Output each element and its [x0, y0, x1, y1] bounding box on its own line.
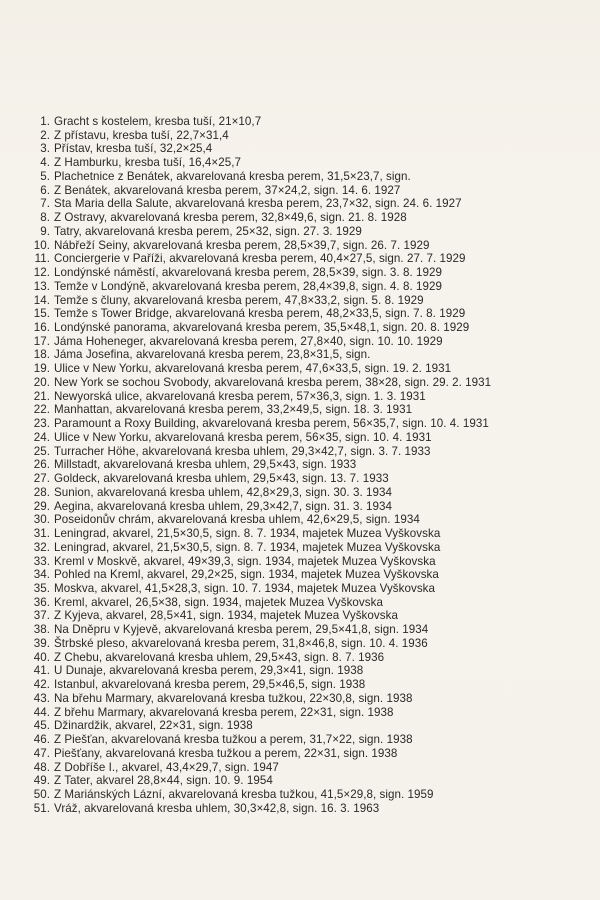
entry-text: Z Piešťan, akvarelovaná kresba tužkou a perem, 31,7×22, sign. 1938 — [54, 733, 413, 747]
catalog-entry — [0, 568, 600, 582]
catalog-entry — [0, 403, 600, 417]
entry-number: 9. — [40, 224, 50, 238]
entry-number: 40. — [33, 650, 50, 664]
entry-text: Moskva, akvarel, 41,5×28,3, sign. 10. 7. 1934, majetek Muzea Vyškovska — [54, 581, 436, 595]
catalog-entry — [0, 788, 600, 802]
catalog-entry — [0, 802, 600, 816]
catalog-entry — [0, 142, 600, 156]
catalog-entry — [0, 678, 600, 692]
entry-number: 39. — [33, 636, 50, 650]
entry-text: Džinardžik, akvarel, 22×31, sign. 1938 — [54, 719, 253, 733]
catalog-entry — [0, 170, 600, 184]
catalog-entry — [0, 280, 600, 294]
catalog-entry — [0, 184, 600, 198]
entry-number: 51. — [33, 801, 50, 815]
entry-number: 11. — [34, 252, 50, 266]
catalog-entry — [0, 500, 600, 514]
catalog-entry — [0, 431, 600, 445]
entry-text: Pohled na Kreml, akvarel, 29,2×25, sign. 1934, majetek Muzea Vyškovska — [54, 568, 439, 582]
entry-number: 1. — [40, 115, 50, 128]
entry-number: 30. — [33, 513, 50, 527]
entry-number: 37. — [33, 609, 50, 623]
entry-number: 43. — [33, 691, 50, 705]
catalog-entry — [0, 761, 600, 775]
catalog-entry — [0, 321, 600, 335]
entry-number: 4. — [40, 156, 50, 170]
entry-number: 20. — [33, 375, 50, 389]
entry-number: 38. — [33, 623, 50, 637]
catalog-entry — [0, 706, 600, 720]
entry-number: 28. — [33, 485, 50, 499]
entry-text: Leningrad, akvarel, 21,5×30,5, sign. 8. 7. 1934, majetek Muzea Vyškovska — [54, 540, 441, 554]
catalog-entry — [0, 239, 600, 253]
entry-text: Paramount a Roxy Building, akvarelovaná kresba perem, 56×35,7, sign. 10. 4. 1931 — [54, 417, 489, 431]
catalog-entry — [0, 335, 600, 349]
entry-number: 17. — [33, 334, 50, 348]
entry-text: Temže s čluny, akvarelovaná kresba perem, 47,8×33,2, sign. 5. 8. 1929 — [54, 293, 424, 307]
catalog-entry — [0, 623, 600, 637]
entry-text: Temže s Tower Bridge, akvarelovaná kresba perem, 48,2×33,5, sign. 7. 8. 1929 — [54, 307, 466, 321]
entry-text: Sunion, akvarelovaná kresba uhlem, 42,8×29,3, sign. 30. 3. 1934 — [54, 485, 392, 499]
entry-text: Z přístavu, kresba tuší, 22,7×31,4 — [54, 128, 229, 142]
entry-number: 24. — [33, 430, 50, 444]
entry-number: 8. — [40, 211, 50, 225]
entry-text: Z Ostravy, akvarelovaná kresba perem, 32,8×49,6, sign. 21. 8. 1928 — [54, 211, 407, 225]
catalog-entry — [0, 637, 600, 651]
catalog-entry — [0, 747, 600, 761]
entry-text: Temže v Londýně, akvarelovaná kresba perem, 28,4×39,8, sign. 4. 8. 1929 — [54, 279, 442, 293]
catalog-entry — [0, 458, 600, 472]
entry-text: Vráž, akvarelovaná kresba uhlem, 30,3×42,8, sign. 16. 3. 1963 — [54, 801, 380, 815]
entry-number: 44. — [33, 705, 50, 719]
entry-number: 6. — [40, 183, 50, 197]
entry-number: 29. — [33, 499, 50, 513]
entry-text: Leningrad, akvarel, 21,5×30,5, sign. 8. 7. 1934, majetek Muzea Vyškovska — [54, 527, 441, 541]
catalog-entry — [0, 362, 600, 376]
entry-number: 32. — [33, 540, 50, 554]
catalog-entry — [0, 225, 600, 239]
entry-number: 31. — [33, 527, 50, 541]
entry-text: Gracht s kostelem, kresba tuší, 21×10,7 — [54, 115, 262, 128]
entry-number: 21. — [33, 389, 50, 403]
entry-number: 5. — [40, 169, 50, 183]
catalog-entry — [0, 486, 600, 500]
entry-text: Z Tater, akvarel 28,8×44, sign. 10. 9. 1954 — [54, 774, 273, 788]
catalog-entry — [0, 513, 600, 527]
catalog-entry — [0, 390, 600, 404]
entry-text: Piešťany, akvarelovaná kresba tužkou a perem, 22×31, sign. 1938 — [54, 746, 398, 760]
entry-text: Z Mariánských Lázní, akvarelovaná kresba tužkou, 41,5×29,8, sign. 1959 — [54, 787, 434, 801]
catalog-entry — [0, 197, 600, 211]
entry-text: Na Dněpru v Kyjevě, akvarelovaná kresba perem, 29,5×41,8, sign. 1934 — [54, 623, 429, 637]
entry-number: 49. — [33, 774, 50, 788]
entry-number: 47. — [33, 746, 50, 760]
catalog-entry — [0, 609, 600, 623]
entry-number: 33. — [33, 554, 50, 568]
entry-text: Aegina, akvarelovaná kresba uhlem, 29,3×42,7, sign. 31. 3. 1934 — [54, 499, 392, 513]
catalog-entry — [0, 664, 600, 678]
entry-text: Londýnské náměstí, akvarelovaná kresba perem, 28,5×39, sign. 3. 8. 1929 — [54, 266, 442, 280]
catalog-entry — [0, 582, 600, 596]
entry-text: Manhattan, akvarelovaná kresba perem, 33,2×49,5, sign. 18. 3. 1931 — [54, 403, 413, 417]
entry-text: Kreml, akvarel, 26,5×38, sign. 1934, majetek Muzea Vyškovska — [54, 595, 383, 609]
catalog-entry — [0, 376, 600, 390]
entry-text: Londýnské panorama, akvarelovaná kresba perem, 35,5×48,1, sign. 20. 8. 1929 — [54, 321, 470, 335]
entry-number: 25. — [33, 444, 50, 458]
entry-number: 45. — [33, 719, 50, 733]
catalog-entry — [0, 719, 600, 733]
entry-number: 13. — [33, 279, 50, 293]
catalog-entry — [0, 294, 600, 308]
entry-text: New York se sochou Svobody, akvarelovaná kresba perem, 38×28, sign. 29. 2. 1931 — [54, 375, 492, 389]
entry-number: 10. — [33, 238, 50, 252]
catalog-entry — [0, 472, 600, 486]
catalog-entry — [0, 211, 600, 225]
entry-text: Jáma Josefina, akvarelovaná kresba perem, 23,8×31,5, sign. — [54, 348, 371, 362]
entry-text: Štrbské pleso, akvarelovaná kresba perem, 31,8×46,8, sign. 10. 4. 1936 — [54, 636, 428, 650]
catalog-entry — [0, 115, 600, 129]
catalog-entry — [0, 252, 600, 266]
artwork-catalog-list — [0, 115, 600, 815]
entry-number: 19. — [33, 362, 50, 376]
catalog-entry — [0, 692, 600, 706]
entry-number: 15. — [33, 307, 50, 321]
catalog-entry — [0, 774, 600, 788]
entry-text: Ulice v New Yorku, akvarelovaná kresba perem, 56×35, sign. 10. 4. 1931 — [54, 430, 432, 444]
catalog-entry — [0, 156, 600, 170]
catalog-entry — [0, 266, 600, 280]
entry-number: 34. — [33, 568, 50, 582]
entry-number: 35. — [33, 581, 50, 595]
entry-number: 7. — [40, 197, 50, 211]
entry-text: Z břehu Marmary, akvarelovaná kresba perem, 22×31, sign. 1938 — [54, 705, 394, 719]
entry-number: 12. — [33, 266, 50, 280]
entry-number: 18. — [33, 348, 50, 362]
catalog-entry — [0, 651, 600, 665]
entry-text: Z Kyjeva, akvarel, 28,5×41, sign. 1934, majetek Muzea Vyškovska — [54, 609, 398, 623]
entry-text: Z Chebu, akvarelovaná kresba uhlem, 29,5×43, sign. 8. 7. 1936 — [54, 650, 385, 664]
catalog-entry — [0, 527, 600, 541]
entry-text: Kreml v Moskvě, akvarel, 49×39,3, sign. 1934, majetek Muzea Vyškovska — [54, 554, 436, 568]
entry-text: Istanbul, akvarelovaná kresba perem, 29,5×46,5, sign. 1938 — [54, 678, 366, 692]
entry-text: Z Hamburku, kresba tuší, 16,4×25,7 — [54, 156, 241, 170]
entry-number: 26. — [33, 458, 50, 472]
entry-text: Z Dobříše I., akvarel, 43,4×29,7, sign. 1947 — [54, 760, 279, 774]
entry-text: Plachetnice z Benátek, akvarelovaná kresba perem, 31,5×23,7, sign. — [54, 169, 411, 183]
catalog-entry — [0, 555, 600, 569]
entry-text: Conciergerie v Paříži, akvarelovaná kresba perem, 40,4×27,5, sign. 27. 7. 1929 — [54, 252, 466, 266]
entry-text: Newyorská ulice, akvarelovaná kresba perem, 57×36,3, sign. 1. 3. 1931 — [54, 389, 426, 403]
entry-text: Poseidonův chrám, akvarelovaná kresba uhlem, 42,6×29,5, sign. 1934 — [54, 513, 420, 527]
entry-number: 3. — [40, 142, 50, 156]
catalog-entry — [0, 129, 600, 143]
entry-number: 36. — [33, 595, 50, 609]
entry-number: 41. — [33, 664, 50, 678]
catalog-entry — [0, 596, 600, 610]
entry-text: Tatry, akvarelovaná kresba perem, 25×32, sign. 27. 3. 1929 — [54, 224, 362, 238]
entry-text: Millstadt, akvarelovaná kresba uhlem, 29,5×43, sign. 1933 — [54, 458, 357, 472]
catalog-entry — [0, 733, 600, 747]
catalog-entry — [0, 348, 600, 362]
catalog-entry — [0, 541, 600, 555]
entry-number: 22. — [33, 403, 50, 417]
entry-text: U Dunaje, akvarelovaná kresba perem, 29,3×41, sign. 1938 — [54, 664, 364, 678]
entry-text: Turracher Höhe, akvarelovaná kresba uhlem, 29,3×42,7, sign. 3. 7. 1933 — [54, 444, 431, 458]
entry-number: 2. — [40, 128, 50, 142]
entry-number: 23. — [33, 417, 50, 431]
catalog-entry — [0, 417, 600, 431]
entry-text: Nábřeží Seiny, akvarelovaná kresba perem, 28,5×39,7, sign. 26. 7. 1929 — [54, 238, 430, 252]
catalog-entry — [0, 445, 600, 459]
entry-number: 27. — [33, 472, 50, 486]
entry-text: Goldeck, akvarelovaná kresba uhlem, 29,5×43, sign. 13. 7. 1933 — [54, 472, 389, 486]
entry-number: 46. — [33, 733, 50, 747]
entry-text: Sta Maria della Salute, akvarelovaná kresba perem, 23,7×32, sign. 24. 6. 1927 — [54, 197, 462, 211]
entry-number: 50. — [33, 787, 50, 801]
entry-text: Přístav, kresba tuší, 32,2×25,4 — [54, 142, 213, 156]
entry-text: Jáma Hoheneger, akvarelovaná kresba perem, 27,8×40, sign. 10. 10. 1929 — [54, 334, 443, 348]
entry-number: 14. — [33, 293, 50, 307]
entry-number: 16. — [33, 321, 50, 335]
entry-number: 42. — [33, 678, 50, 692]
entry-text: Na břehu Marmary, akvarelovaná kresba tužkou, 22×30,8, sign. 1938 — [54, 691, 413, 705]
catalog-entry — [0, 307, 600, 321]
entry-text: Z Benátek, akvarelovaná kresba perem, 37×24,2, sign. 14. 6. 1927 — [54, 183, 401, 197]
entry-text: Ulice v New Yorku, akvarelovaná kresba perem, 47,6×33,5, sign. 19. 2. 1931 — [54, 362, 452, 376]
entry-number: 48. — [33, 760, 50, 774]
